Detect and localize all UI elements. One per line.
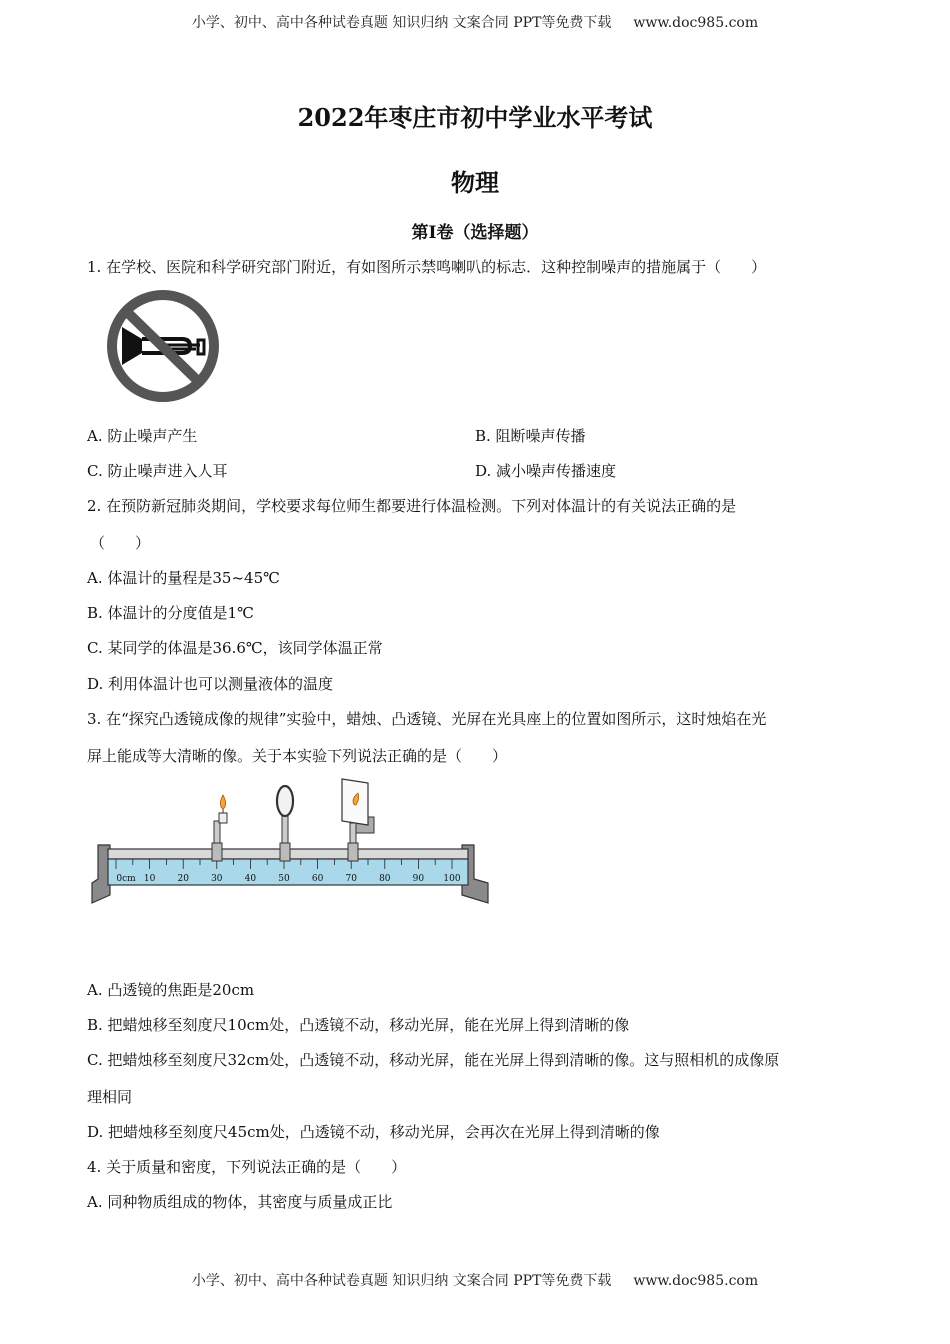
q3-stem-cont: 屏上能成等大清晰的像。关于本实验下列说法正确的是（ ） bbox=[87, 747, 508, 765]
exam-title: 2022年枣庄市初中学业水平考试 bbox=[297, 103, 653, 132]
q2-option-c: C. 某同学的体温是36.6℃，该同学体温正常 bbox=[87, 639, 383, 657]
q3-option-b: B. 把蜡烛移至刻度尺10cm处，凸透镜不动，移动光屏，能在光屏上得到清晰的像 bbox=[87, 1016, 630, 1034]
q2-stem: 2. 在预防新冠肺炎期间，学校要求每位师生都要进行体温检测。下列对体温计的有关说法正确的是 bbox=[87, 497, 737, 515]
ruler-label: 20 bbox=[177, 874, 189, 884]
q4-stem: 4. 关于质量和密度，下列说法正确的是（ ） bbox=[87, 1158, 407, 1176]
q2-stem-cont: （ ） bbox=[90, 534, 151, 552]
ruler-label: 90 bbox=[412, 874, 425, 884]
q1-option-a: A. 防止噪声产生 bbox=[87, 427, 198, 445]
ruler-label: 10 bbox=[143, 874, 156, 884]
footer-site: www.doc985.com bbox=[633, 1273, 759, 1289]
q4-option-a: A. 同种物质组成的物体，其密度与质量成正比 bbox=[87, 1193, 393, 1211]
q1-stem: 1. 在学校、医院和科学研究部门附近，有如图所示禁鸣喇叭的标志．这种控制噪声的措施属于（ ） bbox=[87, 258, 767, 276]
q1-option-b: B. 阻断噪声传播 bbox=[475, 427, 586, 445]
optical-bench-figure bbox=[88, 775, 493, 910]
no-horn-sign-icon bbox=[104, 287, 222, 405]
section-title: 第I卷（选择题） bbox=[411, 223, 539, 243]
ruler-label: 40 bbox=[244, 874, 257, 884]
q2-option-b: B. 体温计的分度值是1℃ bbox=[87, 604, 254, 622]
q1-option-c: C. 防止噪声进入人耳 bbox=[87, 462, 228, 480]
ruler-label: 30 bbox=[211, 874, 223, 884]
q3-stem: 3. 在“探究凸透镜成像的规律”实验中，蜡烛、凸透镜、光屏在光具座上的位置如图所示，这时烛焰在光 bbox=[87, 710, 767, 728]
ruler-label: 70 bbox=[345, 874, 357, 884]
q3-option-c: C. 把蜡烛移至刻度尺32cm处，凸透镜不动，移动光屏，能在光屏上得到清晰的像。这与照相机的成像原 bbox=[87, 1051, 780, 1069]
footer-text: 小学、初中、高中各种试卷真题 知识归纳 文案合同 PPT等免费下载 bbox=[191, 1273, 612, 1289]
header-site: www.doc985.com bbox=[633, 15, 759, 31]
ruler-label: 80 bbox=[379, 874, 391, 884]
q2-option-d: D. 利用体温计也可以测量液体的温度 bbox=[87, 675, 334, 693]
ruler-label: 60 bbox=[311, 874, 324, 884]
exam-subject: 物理 bbox=[451, 168, 499, 197]
page-footer bbox=[0, 1270, 950, 1290]
q1-option-d: D. 减小噪声传播速度 bbox=[475, 462, 617, 480]
q3-option-a: A. 凸透镜的焦距是20cm bbox=[87, 981, 255, 999]
q3-option-c-cont: 理相同 bbox=[87, 1088, 133, 1106]
ruler-label: 0cm bbox=[116, 874, 136, 884]
page-header bbox=[0, 12, 950, 32]
header-text: 小学、初中、高中各种试卷真题 知识归纳 文案合同 PPT等免费下载 bbox=[191, 15, 612, 31]
q3-option-d: D. 把蜡烛移至刻度尺45cm处，凸透镜不动，移动光屏，会再次在光屏上得到清晰的像 bbox=[87, 1123, 660, 1141]
q2-option-a: A. 体温计的量程是35~45℃ bbox=[87, 569, 280, 587]
ruler-label: 100 bbox=[443, 874, 461, 884]
ruler-label: 50 bbox=[278, 874, 290, 884]
